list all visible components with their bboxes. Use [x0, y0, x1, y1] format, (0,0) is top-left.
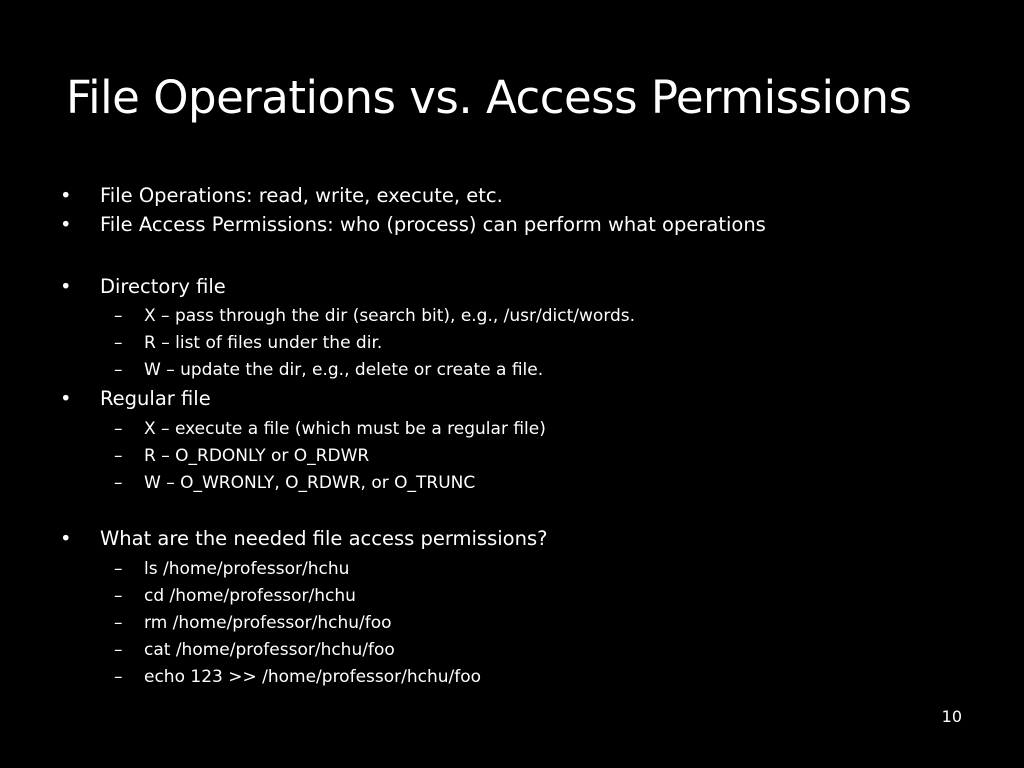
sub-list-item-text: W – update the dir, e.g., delete or create a file.: [144, 360, 544, 380]
dash-marker: –: [114, 473, 123, 493]
list-item-text: Regular file: [100, 387, 211, 410]
slide-title: File Operations vs. Access Permissions: [66, 71, 912, 124]
sub-list-item-text: X – execute a file (which must be a regular file): [144, 419, 546, 439]
dash-marker: –: [114, 586, 123, 606]
dash-marker: –: [114, 446, 123, 466]
sub-list-item-text: R – list of files under the dir.: [144, 333, 383, 353]
sub-list-item-text: rm /home/professor/hchu/foo: [144, 613, 392, 633]
sub-list-item-text: R – O_RDONLY or O_RDWR: [144, 446, 370, 466]
bullet-marker: •: [60, 184, 72, 207]
sub-list-item-text: cd /home/professor/hchu: [144, 586, 356, 606]
dash-marker: –: [114, 360, 123, 380]
bullet-marker: •: [60, 527, 72, 550]
list-item-text: File Access Permissions: who (process) can perform what operations: [100, 213, 766, 236]
list-item-text: Directory file: [100, 275, 226, 298]
bullet-marker: •: [60, 387, 72, 410]
list-item-text: File Operations: read, write, execute, etc.: [100, 184, 503, 207]
dash-marker: –: [114, 667, 123, 687]
dash-marker: –: [114, 333, 123, 353]
dash-marker: –: [114, 640, 123, 660]
dash-marker: –: [114, 306, 123, 326]
page-number: 10: [941, 707, 962, 726]
sub-list-item-text: ls /home/professor/hchu: [144, 559, 350, 579]
sub-list-item-text: W – O_WRONLY, O_RDWR, or O_TRUNC: [144, 473, 476, 493]
sub-list-item-text: X – pass through the dir (search bit), e.g., /usr/dict/words.: [144, 306, 636, 326]
bullet-marker: •: [60, 275, 72, 298]
dash-marker: –: [114, 613, 123, 633]
sub-list-item-text: cat /home/professor/hchu/foo: [144, 640, 395, 660]
dash-marker: –: [114, 419, 123, 439]
bullet-marker: •: [60, 213, 72, 236]
dash-marker: –: [114, 559, 123, 579]
list-item-text: What are the needed file access permissions?: [100, 527, 548, 550]
sub-list-item-text: echo 123 >> /home/professor/hchu/foo: [144, 667, 482, 687]
